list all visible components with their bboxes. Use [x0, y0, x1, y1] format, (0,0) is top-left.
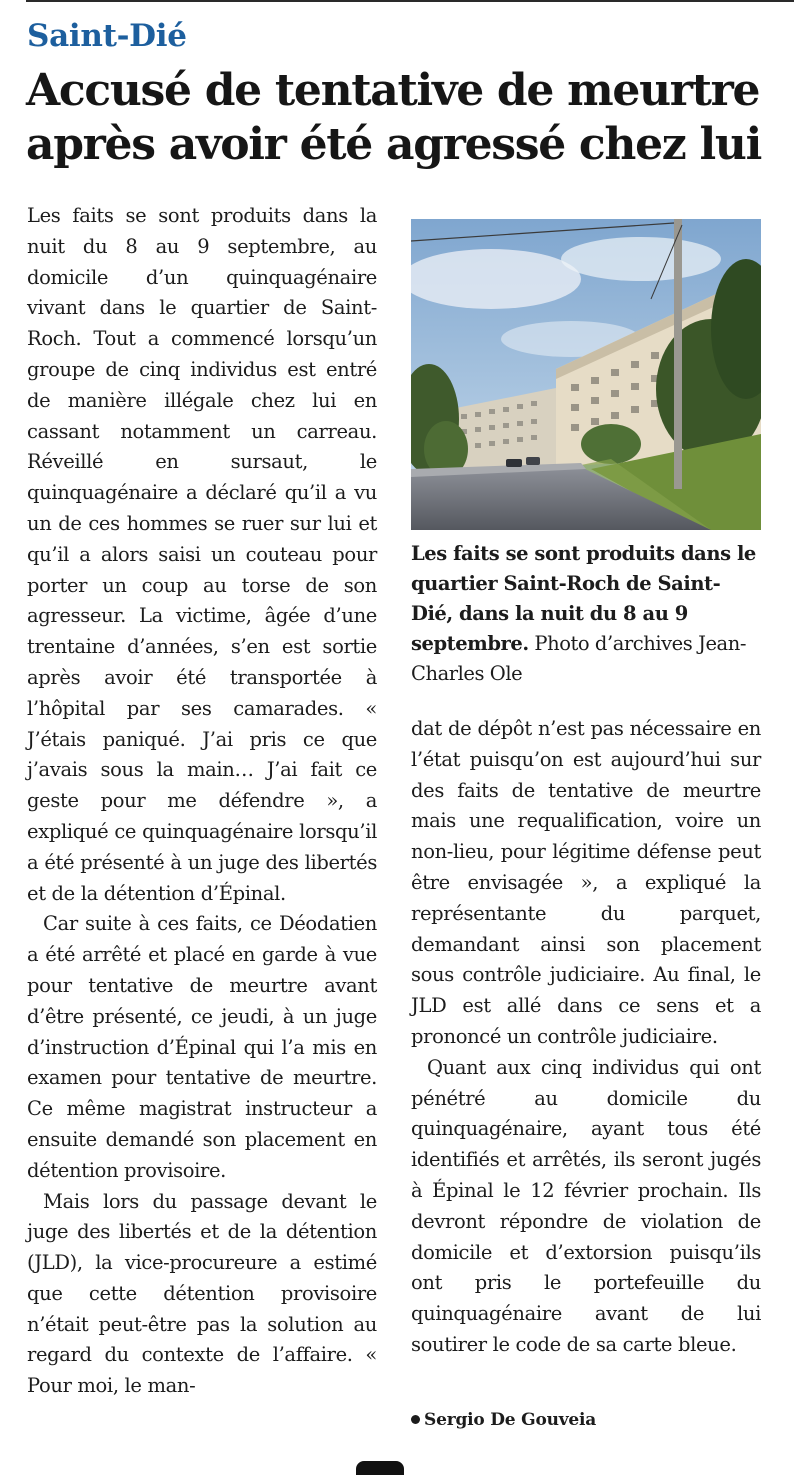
- section-kicker: Saint-Dié: [27, 18, 187, 54]
- photo-credit: Photo d’archives Jean-Charles Ole: [411, 632, 746, 685]
- bottom-tab-marker: [356, 1461, 404, 1475]
- left-column: [27, 201, 377, 1402]
- photo-caption: [411, 539, 761, 689]
- paragraph: Quant aux cinq individus qui ont pénétré au domicile du quinquagénaire, ayant tous été identifiés et arrêtés, ils seront jugés à Épinal le 12 février prochain. Ils devront répondre de violation de domicile et d’extorsion puisqu’ils ont pris le portefeuille du quinquagénaire avant de lui soutirer le code de sa carte bleue.: [411, 1055, 761, 1356]
- author-name: Sergio De Gouveia: [424, 1410, 597, 1430]
- paragraph: Les faits se sont produits dans la nuit du 8 au 9 septembre, au domicile d’un quinquagénaire vivant dans le quartier de Saint-Roch. Tout a commencé lorsqu’un groupe de cinq individus est entré de manière illégale chez lui en cassant notamment un carreau. Réveillé en sursaut, le quinquagénaire a déclaré qu’il a vu un de ces hommes se ruer sur lui et qu’il a alors saisi un couteau pour porter un coup au torse de son agresseur. La victime, âgée d’une trentaine d’années, s’en est sortie après avoir été transportée à l’hôpital par ses camarades. « J’étais paniqué. J’ai pris ce que j’avais sous la main… J’ai fait ce geste pour me défendre », a expliqué ce quinquagénaire lorsqu’il a été présenté à un juge des libertés et de la détention d’Épinal.: [27, 204, 377, 905]
- byline: [411, 1410, 596, 1430]
- top-rule: [26, 0, 794, 2]
- bullet-icon: [411, 1415, 420, 1424]
- right-column: [411, 714, 761, 1361]
- paragraph: Car suite à ces faits, ce Déodatien a été arrêté et placé en garde à vue pour tentative de meurtre avant d’être présenté, ce jeudi, à un juge d’instruction d’Épinal qui l’a mis en examen pour tentative de meurtre. Ce même magistrat instructeur a ensuite demandé son placement en détention provisoire.: [27, 912, 377, 1182]
- paragraph: Mais lors du passage devant le juge des libertés et de la détention (JLD), la vice-procureure a estimé que cette détention provisoire n’était peut-être pas la solution au regard du contexte de l’affaire. « Pour moi, le man-: [27, 1189, 377, 1398]
- paragraph: dat de dépôt n’est pas nécessaire en l’état puisqu’on est aujourd’hui sur des faits de tentative de meurtre mais une requalification, voire un non-lieu, pour légitime défense peut être envisagée », a expliqué la représentante du parquet, demandant ainsi son placement sous contrôle judiciaire. Au final, le JLD est allé dans ce sens et a prononcé un contrôle judiciaire.: [411, 717, 761, 1048]
- headline: Accusé de tentative de meurtre après avoir été agressé chez lui: [26, 65, 762, 170]
- caption-text: Les faits se sont produits dans le quartier Saint-Roch de Saint-Dié, dans la nuit du 8 au 9 septembre.: [411, 542, 756, 655]
- street-photo-illustration: [411, 219, 761, 530]
- article-photo: [411, 219, 761, 530]
